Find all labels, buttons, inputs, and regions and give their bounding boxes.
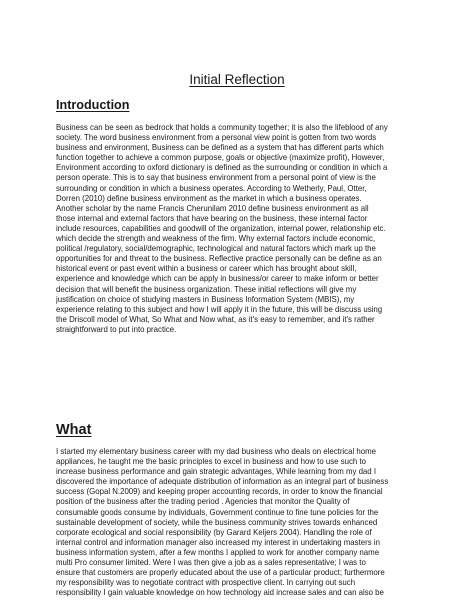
text-line: discovered the importance of adequate distribution of information as an integral part of business bbox=[56, 477, 389, 487]
text-line: Business can be seen as bedrock that holds a community together; it is also the lifeblood of any bbox=[56, 123, 388, 132]
text-line: multi Pro consumer limited. Were I was then give a job as a sales representative; I was to bbox=[56, 558, 366, 568]
text-line: internal control and information manager also increased my interest in undertaking masters in bbox=[56, 537, 380, 547]
text-line: function together to achieve a common purpose, goals or objective (maximize profit), However, bbox=[56, 153, 385, 163]
text-line: corporate ecological and social responsibility (by Garard Keljers 2004). Handling the role of bbox=[56, 527, 372, 537]
text-line: justification on choice of studying masters in Business Information System (MBIS), my bbox=[56, 294, 355, 304]
introduction-paragraph bbox=[56, 123, 426, 335]
text-line: experience relating to this subject and how I will apply it in the future, this will be discuss using bbox=[56, 304, 383, 314]
text-line: Environment according to oxford dictionary is defined as the surrounding or condition in which a bbox=[56, 163, 388, 173]
text-line: surrounding or condition in which a business operates. According to Wetherly, Paul, Otter, bbox=[56, 183, 367, 193]
text-line: business and environment, Business can be defined as a system that has different parts which bbox=[56, 143, 384, 153]
text-line: I started my elementary business career with my dad business who deals on electrical home bbox=[56, 447, 377, 456]
section-heading-introduction: Introduction bbox=[56, 98, 130, 112]
text-line: straightforward to put into practice. bbox=[56, 324, 177, 334]
text-line: society. The word business environment from a personal view point is gotten from two words bbox=[56, 133, 377, 143]
text-line: opportunities for and threat to the business. Reflective practice personally can be define as an bbox=[56, 254, 382, 264]
text-line: business information system, after a few months I applied to work for another company name bbox=[56, 547, 380, 557]
text-line: decision that will benefit the business organization. These initial reflections will give my bbox=[56, 284, 357, 294]
text-line: success (Gopal N.2009) and keeping proper accounting records, in order to know the financial bbox=[56, 487, 383, 497]
text-line: position of the business after the trading period . Agencies that monitor the Quality of bbox=[56, 497, 350, 507]
text-line: appliances, he taught me the basic principles to excel in business and how to use such to bbox=[56, 457, 367, 467]
text-line: the Driscoll model of What, So What and Now what, as it's easy to remember, and it's rather bbox=[56, 314, 375, 324]
text-line: Dorren (2010) define business environment as the market in which a business operates. bbox=[56, 193, 362, 203]
document-title: Initial Reflection bbox=[189, 72, 285, 87]
text-line: which decide the strength and weakness of the firm. Why external factors include economic, bbox=[56, 234, 376, 244]
text-line: Another scholar by the name Francis Cherunilam 2010 define business environment as all bbox=[56, 203, 369, 213]
what-paragraph bbox=[56, 447, 426, 598]
text-line: include resources, capabilities and goodwill of the organization, internal power, relationship etc. bbox=[56, 223, 386, 233]
text-line: person operate. This is to say that business environment from a personal point of view is the bbox=[56, 173, 376, 183]
text-line: my responsibility was to negotiate contract with prospective client. In carrying out such bbox=[56, 578, 356, 588]
section-heading-what: What bbox=[56, 422, 92, 438]
text-line: ensure that customers are properly educated about the use of a particular product; furthermore bbox=[56, 568, 385, 578]
text-line: consumable goods consume by individuals, Government continue to fine tune policies for the bbox=[56, 507, 379, 517]
text-line: historical event or past event within a business or career which has brought about skill, bbox=[56, 264, 357, 274]
text-line: responsibility I gain valuable knowledge on how technology aid increase sales and can also be bbox=[56, 588, 384, 598]
text-line: increase business performance and gain strategic advantages, While learning from my dad I bbox=[56, 467, 377, 477]
text-line: experience and knowledge which can be apply in business/or career to make inform or better bbox=[56, 274, 379, 284]
text-line: sustainable development of society, while the business community strives towards enhanced bbox=[56, 517, 378, 527]
text-line: political /regulatory, social/demographic, technological and natural factors which mark up the bbox=[56, 244, 376, 254]
text-line: those internal and external factors that have bearing on the business, these internal factor bbox=[56, 213, 368, 223]
